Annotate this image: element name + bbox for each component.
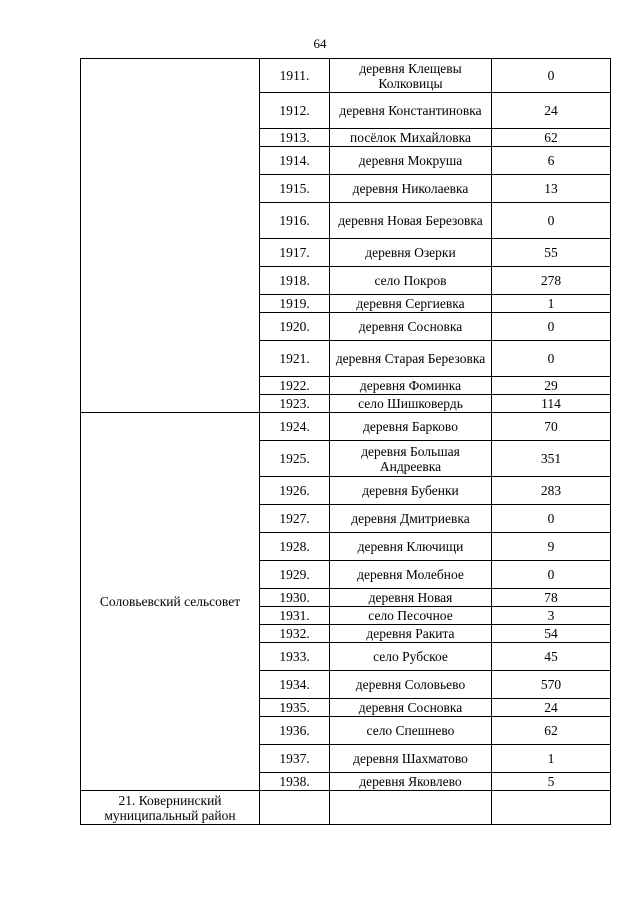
row-number: 1918. (260, 267, 330, 295)
settlement-name: деревня Ракита (330, 625, 492, 643)
settlement-name: деревня Старая Березовка (330, 341, 492, 377)
row-number: 1935. (260, 699, 330, 717)
row-number: 1927. (260, 505, 330, 533)
population-value: 278 (492, 267, 611, 295)
settlement-name: деревня Сергиевка (330, 295, 492, 313)
row-number: 1914. (260, 147, 330, 175)
table-row (81, 413, 611, 441)
settlement-name: деревня Большая Андреевка (330, 441, 492, 477)
settlement-name: деревня Дмитриевка (330, 505, 492, 533)
table-row (81, 791, 611, 825)
settlement-name: деревня Яковлево (330, 773, 492, 791)
population-value: 0 (492, 561, 611, 589)
row-number: 1912. (260, 93, 330, 129)
population-value: 78 (492, 589, 611, 607)
row-number: 1921. (260, 341, 330, 377)
population-value: 1 (492, 745, 611, 773)
population-value: 0 (492, 203, 611, 239)
row-number: 1924. (260, 413, 330, 441)
row-number: 1922. (260, 377, 330, 395)
population-value: 24 (492, 699, 611, 717)
settlement-name (330, 791, 492, 825)
table-row (81, 59, 611, 93)
row-number: 1917. (260, 239, 330, 267)
district-cell: Соловьевский сельсовет (81, 413, 260, 791)
settlement-name: деревня Николаевка (330, 175, 492, 203)
population-value: 13 (492, 175, 611, 203)
population-value: 351 (492, 441, 611, 477)
settlement-name: деревня Сосновка (330, 313, 492, 341)
population-value: 9 (492, 533, 611, 561)
population-value: 283 (492, 477, 611, 505)
settlements-table (80, 58, 611, 825)
row-number: 1923. (260, 395, 330, 413)
population-value: 114 (492, 395, 611, 413)
row-number: 1913. (260, 129, 330, 147)
settlement-name: село Покров (330, 267, 492, 295)
row-number (260, 791, 330, 825)
row-number: 1931. (260, 607, 330, 625)
row-number: 1920. (260, 313, 330, 341)
settlement-name: деревня Соловьево (330, 671, 492, 699)
row-number: 1925. (260, 441, 330, 477)
row-number: 1932. (260, 625, 330, 643)
settlement-name: деревня Шахматово (330, 745, 492, 773)
row-number: 1916. (260, 203, 330, 239)
population-value: 6 (492, 147, 611, 175)
row-number: 1930. (260, 589, 330, 607)
settlement-name: деревня Сосновка (330, 699, 492, 717)
population-value: 55 (492, 239, 611, 267)
settlement-name: деревня Молебное (330, 561, 492, 589)
population-value: 3 (492, 607, 611, 625)
population-value: 62 (492, 717, 611, 745)
population-value: 70 (492, 413, 611, 441)
row-number: 1915. (260, 175, 330, 203)
settlement-name: деревня Новая (330, 589, 492, 607)
row-number: 1926. (260, 477, 330, 505)
population-value: 570 (492, 671, 611, 699)
settlement-name: село Спешнево (330, 717, 492, 745)
district-cell (81, 59, 260, 413)
settlement-name: деревня Клещевы Колковицы (330, 59, 492, 93)
row-number: 1929. (260, 561, 330, 589)
settlement-name: посёлок Михайловка (330, 129, 492, 147)
row-number: 1933. (260, 643, 330, 671)
population-value: 54 (492, 625, 611, 643)
settlement-name: село Песочное (330, 607, 492, 625)
population-value: 0 (492, 59, 611, 93)
population-value: 29 (492, 377, 611, 395)
settlement-name: деревня Мокруша (330, 147, 492, 175)
settlement-name: деревня Бубенки (330, 477, 492, 505)
settlement-name: село Рубское (330, 643, 492, 671)
row-number: 1937. (260, 745, 330, 773)
row-number: 1938. (260, 773, 330, 791)
row-number: 1928. (260, 533, 330, 561)
district-cell: 21. Ковернинский муниципальный район (81, 791, 260, 825)
settlement-name: деревня Озерки (330, 239, 492, 267)
settlement-name: деревня Ключищи (330, 533, 492, 561)
row-number: 1919. (260, 295, 330, 313)
population-value: 24 (492, 93, 611, 129)
population-value: 5 (492, 773, 611, 791)
population-value: 62 (492, 129, 611, 147)
population-value: 0 (492, 505, 611, 533)
population-value: 0 (492, 341, 611, 377)
row-number: 1936. (260, 717, 330, 745)
page-number: 64 (313, 36, 327, 51)
row-number: 1911. (260, 59, 330, 93)
settlement-name: деревня Фоминка (330, 377, 492, 395)
settlement-name: село Шишковердь (330, 395, 492, 413)
population-value: 1 (492, 295, 611, 313)
row-number: 1934. (260, 671, 330, 699)
population-value: 45 (492, 643, 611, 671)
settlement-name: деревня Константиновка (330, 93, 492, 129)
settlement-name: деревня Новая Березовка (330, 203, 492, 239)
population-value (492, 791, 611, 825)
settlement-name: деревня Барково (330, 413, 492, 441)
population-value: 0 (492, 313, 611, 341)
